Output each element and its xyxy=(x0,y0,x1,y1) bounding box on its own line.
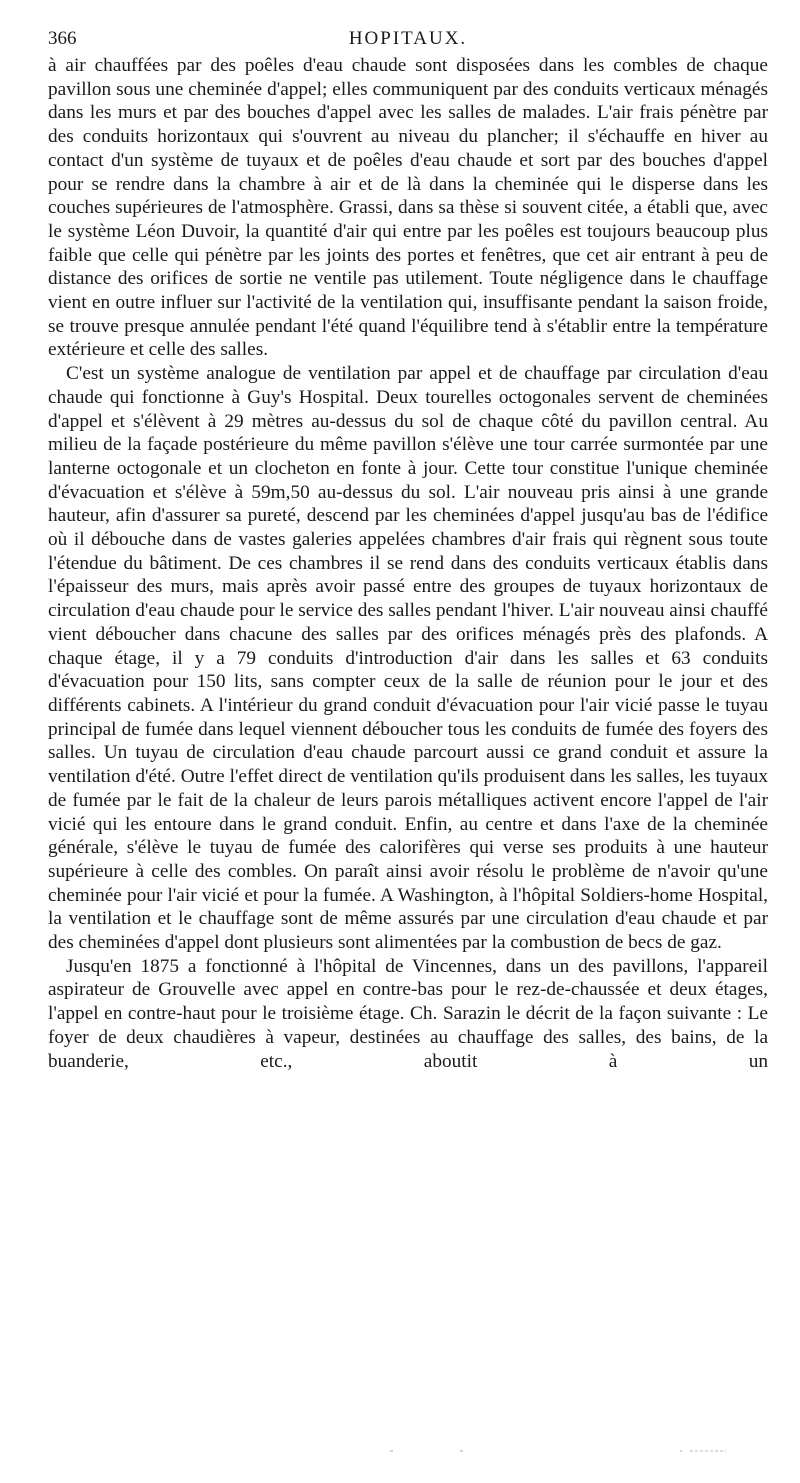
page-number: 366 xyxy=(48,28,77,49)
paragraph-1: à air chauffées par des poêles d'eau chaude sont disposées dans les combles de chaque pavillon sous une cheminée d'appel; elles communiquent par des conduits verticaux ménagés dans les murs et par des bouches d'appel avec les salles de malades. L'air frais pénètre par des conduits horizontaux qui s'ouvrent au niveau du plancher; il s'échauffe en hiver au contact d'un système de tuyaux et de poêles d'eau chaude et sort par des bouches d'appel pour se rendre dans la chambre à air et de là dans la cheminée qui le disperse dans les couches supérieures de l'atmosphère. Grassi, dans sa thèse si souvent citée, a établi que, avec le système Léon Duvoir, la quantité d'air qui entre par les poêles est toujours beaucoup plus faible que celle qui pénètre par les joints des portes et fenêtres, que cet air entrant à peu de distance des orifices de sortie ne ventile pas utilement. Toute négligence dans le chauffage vient en outre influer sur l'activité de la ventilation qui, insuffisante pendant la saison froide, se trouve presque annulée pendant l'été quand l'équilibre tend à s'établir entre la température extérieure et celle des salles. xyxy=(48,55,768,361)
page-header xyxy=(48,24,768,54)
book-page xyxy=(48,24,768,1073)
paragraph-3: Jusqu'en 1875 a fonctionné à l'hôpital de Vincennes, dans un des pavillons, l'appareil aspirateur de Grouvelle avec appel en contre-bas pour le rez-de-chaussée et deux étages, l'appel en contre-haut pour le troisième étage. Ch. Sarazin le décrit de la façon suivante : Le foyer de deux chaudières à vapeur, destinées au chauffage des salles, des bains, de la buanderie, etc., aboutit à un xyxy=(48,955,768,1072)
paragraph-2: C'est un système analogue de ventilation par appel et de chauffage par circulation d'eau chaude qui fonctionne à Guy's Hospital. Deux tourelles octogonales servent de cheminées d'appel et s'élèvent à 29 mètres au-dessus du sol de chaque côté du pavillon central. Au milieu de la façade postérieure du même pavillon s'élève une tour carrée surmontée par une lanterne octogonale et un clocheton en fonte à jour. Cette tour constitue l'unique cheminée d'évacuation et s'élève à 59m,50 au-dessus du sol. L'air nouveau pris ainsi à une grande hauteur, afin d'assurer sa pureté, descend par les cheminées d'appel jusqu'au bas de l'édifice où il débouche dans de vastes galeries appelées chambres d'air frais qui règnent sous toute l'étendue du bâtiment. De ces chambres il se rend dans des conduits verticaux établis dans l'épaisseur des murs, mais après avoir passé entre des groupes de tuyaux horizontaux de circulation d'eau chaude pour le service des salles pendant l'hiver. L'air nouveau ainsi chauffé vient déboucher dans chacune des salles par des orifices ménagés près des plafonds. A chaque étage, il y a 79 conduits d'introduction d'air dans les salles et 63 conduits d'évacuation pour 150 lits, sans compter ceux de la salle de réunion pour le jour et des différents cabinets. A l'intérieur du grand conduit d'évacuation pour l'air vicié passe le tuyau principal de fumée dans lequel viennent déboucher tous les conduits de fumée des foyers des salles. Un tuyau de circulation d'eau chaude parcourt aussi ce grand conduit et assure la ventilation d'été. Outre l'effet direct de ventilation qu'ils produisent dans les salles, les tuyaux de fumée par le fait de la chaleur de leurs parois métalliques activent encore l'appel de l'air vicié qui les entoure dans le grand conduit. Enfin, au centre et dans l'axe de la cheminée générale, s'élève le tuyau de fumée des calorifères qui verse ses produits à une hauteur supérieure à celle des combles. On paraît ainsi avoir résolu le problème de n'avoir qu'une cheminée pour l'air vicié et pour la fumée. A Washington, à l'hôpital Soldiers-home Hospital, la ventilation et le chauffage sont de même assurés par une circulation d'eau chaude et par des cheminées d'appel dont plusieurs sont alimentées par la combustion de becs de gaz. xyxy=(48,363,768,954)
scan-artifact-marks xyxy=(390,1446,730,1456)
scan-marks-icon xyxy=(390,1446,730,1456)
running-head: HOPITAUX. xyxy=(348,28,468,49)
